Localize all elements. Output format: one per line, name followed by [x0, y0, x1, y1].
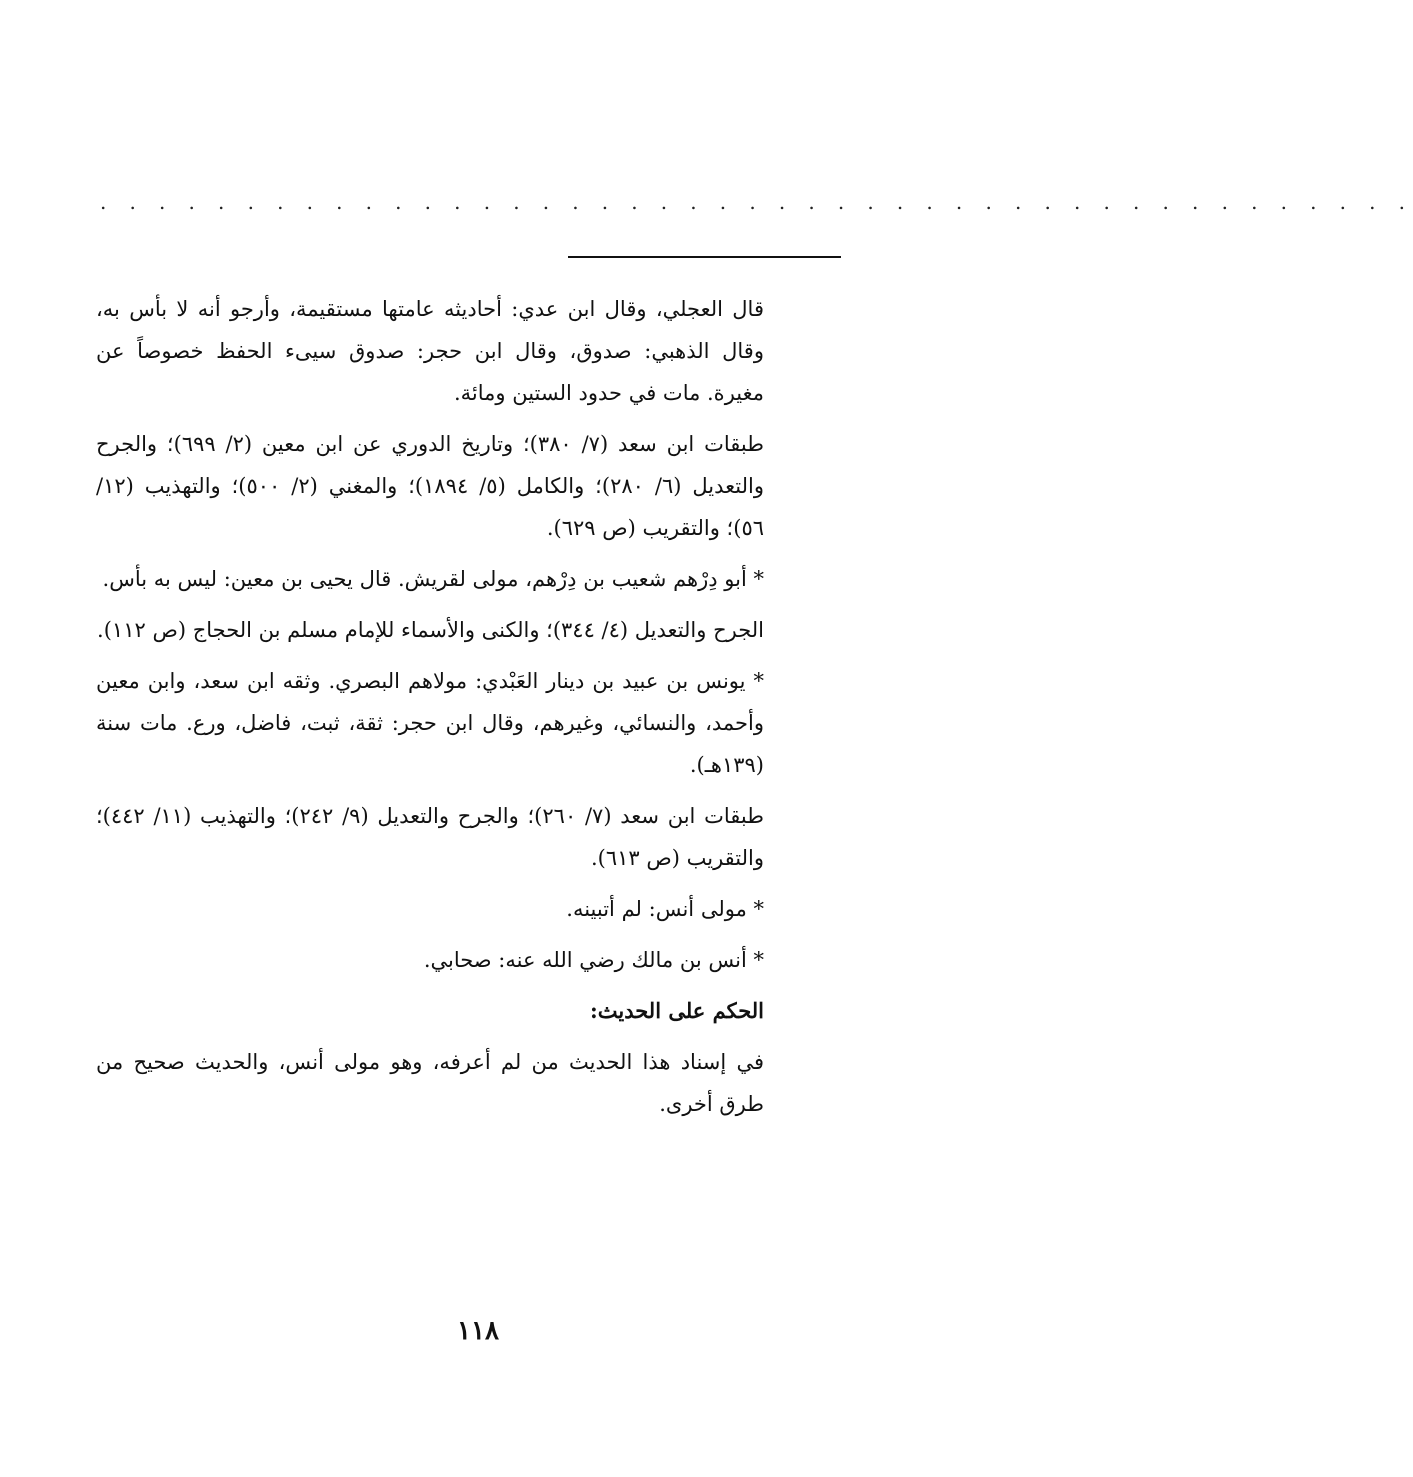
sources-paragraph: طبقات ابن سعد (٧/ ٣٨٠)؛ وتاريخ الدوري عن ابن معين (٢/ ٦٩٩)؛ والجرح والتعديل (٦/ ٢٨٠)؛ والكامل (٥/ ١٨٩٤)؛ والمغني (٢/ ٥٠٠)؛ والتهذيب (١٢/ ٥٦)؛ والتقريب (ص ٦٢٩). — [96, 432, 764, 540]
page-number: ١١٨ — [457, 1316, 499, 1346]
narrator-paragraph: * يونس بن عبيد بن دينار العَبْدي: مولاهم البصري. وثقه ابن سعد، وابن معين وأحمد، والنسائي، وغيرهم، وقال ابن حجر: ثقة، ثبت، فاضل، ورع. مات سنة (١٣٩هـ). — [96, 669, 764, 777]
footnote-body — [96, 288, 764, 1134]
sources-paragraph: طبقات ابن سعد (٧/ ٢٦٠)؛ والجرح والتعديل (٩/ ٢٤٢)؛ والتهذيب (١١/ ٤٤٢)؛ والتقريب (ص ٦١٣). — [96, 804, 764, 870]
conclusion-paragraph: في إسناد هذا الحديث من لم أعرفه، وهو مولى أنس، والحديث صحيح من طرق أخرى. — [96, 1050, 764, 1116]
section-heading: الحكم على الحديث: — [590, 998, 764, 1023]
sources-paragraph: الجرح والتعديل (٤/ ٣٤٤)؛ والكنى والأسماء للإمام مسلم بن الحجاج (ص ١١٢). — [97, 618, 764, 642]
narrator-paragraph: * أنس بن مالك رضي الله عنه: صحابي. — [423, 948, 764, 972]
narrator-paragraph: قال العجلي، وقال ابن عدي: أحاديثه عامتها مستقيمة، وأرجو أنه لا بأس به، وقال الذهبي: صدوق، وقال ابن حجر: صدوق سيىء الحفظ خصوصاً عن مغيرة. مات في حدود الستين ومائة. — [96, 297, 764, 405]
narrator-paragraph: * أبو دِرْهم شعيب بن دِرْهم، مولى لقريش. قال يحيى بن معين: ليس به بأس. — [102, 567, 764, 591]
separator-dotted-line: . . . . . . . . . . . . . . . . . . . . . . . . . . . . . . . . . . . . . . . . . . . . . — [100, 190, 1413, 214]
footnote-rule — [568, 256, 841, 258]
narrator-paragraph: * مولى أنس: لم أتبينه. — [566, 897, 764, 921]
